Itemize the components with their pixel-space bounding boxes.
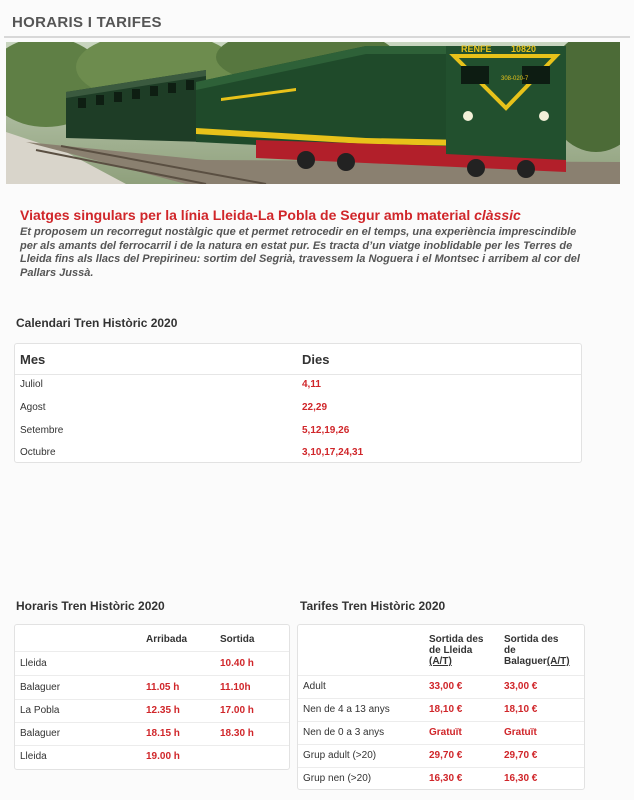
fares-type: Nen de 4 a 13 anys: [303, 704, 390, 715]
fares-lleida: 16,30 €: [429, 773, 463, 784]
calendar-days: 3,10,17,24,31: [302, 447, 364, 458]
intro-line: Lleida fins als llacs del Prepirineu: sortim del Segrià, travessem la Noguera i el Montsec i arribem al cor del: [20, 253, 580, 265]
calendar-month: Agost: [20, 402, 46, 413]
intro-line: Et proposem un recorregut nostàlgic que et permet retrocedir en el temps, una experiència imprescindible: [20, 226, 577, 238]
page-header: [4, 8, 630, 38]
calendar-days: 22,29: [302, 402, 328, 413]
schedule-station: Balaguer: [20, 682, 61, 693]
schedule-table: [14, 624, 290, 770]
schedule-departure: 11.10h: [220, 682, 251, 693]
fares-col-balaguer-line: Sortida des: [504, 634, 559, 645]
fares-col-balaguer-line: Balaguer: [504, 656, 547, 667]
fares-lleida: 33,00 €: [429, 681, 463, 692]
calendar-month: Juliol: [20, 379, 43, 390]
fares-type: Grup nen (>20): [303, 773, 372, 784]
fares-col-balaguer-line: de: [504, 645, 516, 656]
calendar-col-month: Mes: [20, 352, 46, 367]
fares-balaguer: 16,30 €: [504, 773, 538, 784]
fares-col-lleida-line: de Lleida: [429, 645, 473, 656]
schedule-arrival: 11.05 h: [146, 682, 180, 693]
schedule-station: Lleida: [20, 751, 47, 762]
divider: [15, 722, 289, 723]
schedule-departure: 18.30 h: [220, 728, 254, 739]
schedule-arrival: 12.35 h: [146, 705, 180, 716]
divider: [298, 698, 584, 699]
divider: [15, 651, 289, 652]
divider: [298, 744, 584, 745]
schedule-station: Lleida: [20, 658, 47, 669]
divider: [298, 675, 584, 676]
schedule-title: Horaris Tren Històric 2020: [16, 599, 165, 613]
intro-line: Pallars Jussà.: [20, 266, 94, 279]
fares-type: Grup adult (>20): [303, 750, 377, 761]
fares-type: Nen de 0 a 3 anys: [303, 727, 385, 738]
fares-col-lleida: [429, 634, 483, 667]
divider: [298, 767, 584, 768]
fares-col-lleida-line: (A/T): [429, 656, 452, 667]
fares-lleida: 18,10 €: [429, 704, 463, 715]
fares-lleida: 29,70 €: [429, 750, 463, 761]
headline-text: Viatges singulars per la línia Lleida-La Pobla de Segur amb material: [20, 207, 475, 223]
fares-lleida: Gratuït: [429, 727, 462, 738]
headline-italic: clàssic: [474, 207, 521, 223]
headline: [20, 207, 620, 223]
train-illustration: [6, 42, 620, 184]
divider: [298, 721, 584, 722]
intro-line: per als amants del ferrocarril i de la natura en estat pur. Es tracta d’un viatge inoblidable per les Terres de: [20, 239, 573, 252]
divider: [15, 675, 289, 676]
fares-balaguer: 33,00 €: [504, 681, 538, 692]
fares-col-balaguer: [504, 634, 570, 667]
intro-paragraph: [20, 226, 616, 280]
fares-type: Adult: [303, 681, 326, 692]
loco-number-text: 10820: [511, 44, 537, 54]
calendar-days: 5,12,19,26: [302, 425, 350, 436]
schedule-station: La Pobla: [20, 705, 60, 716]
schedule-col-departure: Sortida: [220, 634, 255, 645]
fares-balaguer: Gratuït: [504, 727, 537, 738]
calendar-table: [14, 343, 582, 463]
fares-col-lleida-line: Sortida des: [429, 634, 484, 645]
schedule-departure: 10.40 h: [220, 658, 254, 669]
calendar-month: Setembre: [20, 425, 64, 436]
fares-balaguer: 29,70 €: [504, 750, 538, 761]
page-title: HORARIS I TARIFES: [12, 14, 162, 31]
divider: [15, 374, 581, 375]
fares-table: [297, 624, 585, 790]
fares-balaguer: 18,10 €: [504, 704, 538, 715]
calendar-col-days: Dies: [302, 352, 330, 367]
hero-train-photo: [6, 42, 620, 184]
calendar-title: Calendari Tren Històric 2020: [16, 316, 178, 330]
loco-plate-text: 308-020-7: [501, 76, 529, 82]
schedule-arrival: 18.15 h: [146, 728, 180, 739]
fares-title: Tarifes Tren Històric 2020: [300, 599, 446, 613]
calendar-month: Octubre: [20, 447, 56, 458]
divider: [15, 699, 289, 700]
fares-col-balaguer-line: (A/T): [546, 656, 570, 667]
schedule-departure: 17.00 h: [220, 705, 254, 716]
schedule-col-arrival: Arribada: [146, 634, 188, 645]
calendar-days: 4,11: [302, 379, 321, 390]
divider: [15, 745, 289, 746]
schedule-station: Balaguer: [20, 728, 61, 739]
schedule-arrival: 19.00 h: [146, 751, 180, 762]
loco-brand-text: RENFE: [461, 44, 492, 54]
